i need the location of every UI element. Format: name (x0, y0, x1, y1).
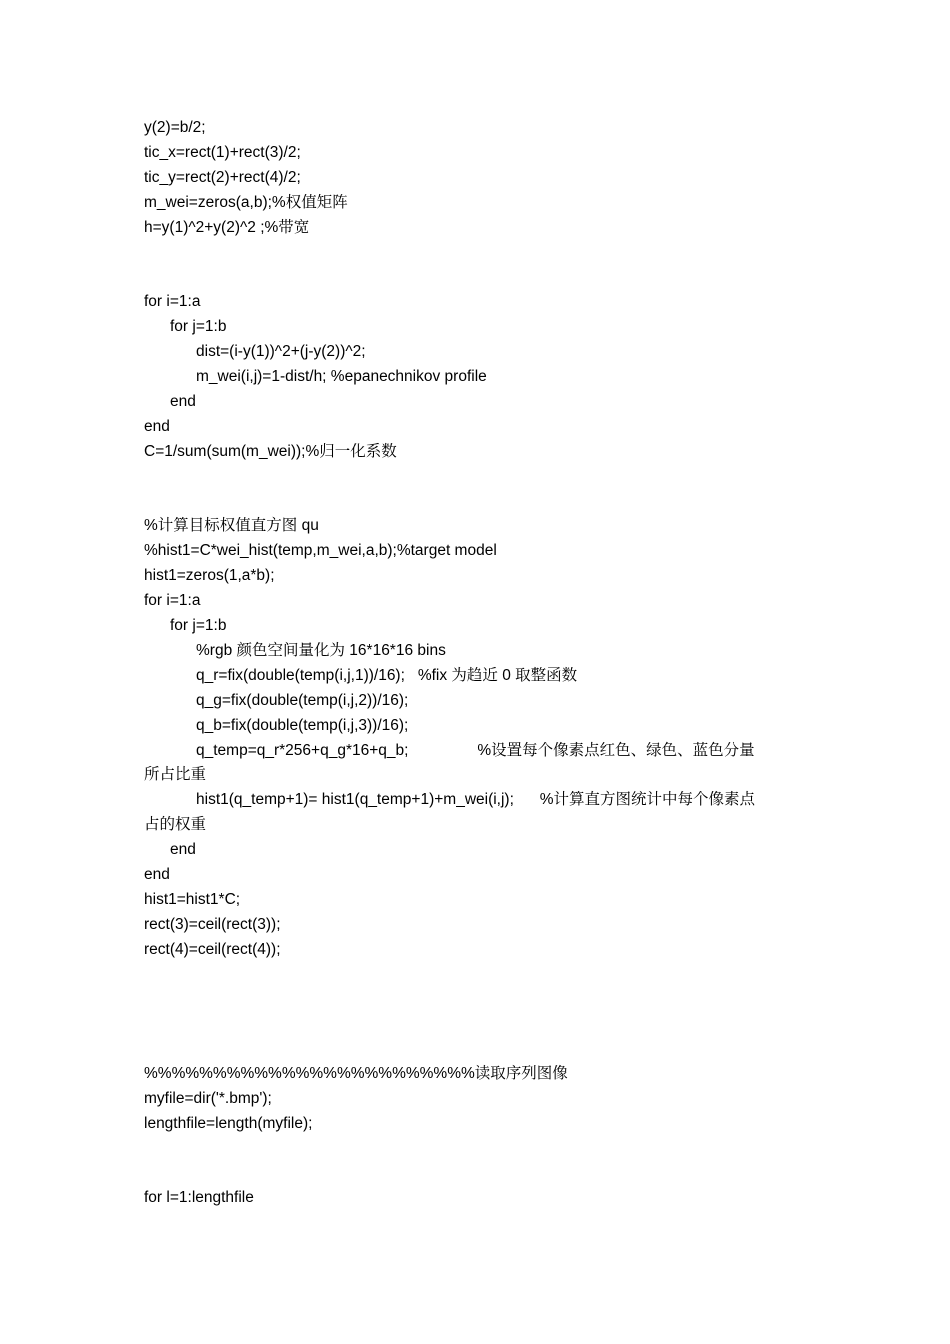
code-line: for j=1:b (170, 617, 227, 634)
code-line: %hist1=C*wei_hist(temp,m_wei,a,b);%target model (144, 542, 497, 559)
code-line: rect(3)=ceil(rect(3)); (144, 916, 281, 933)
code-line: h=y(1)^2+y(2)^2 ;%带宽 (144, 219, 310, 236)
code-line: dist=(i-y(1))^2+(j-y(2))^2; (196, 343, 366, 360)
code-line: C=1/sum(sum(m_wei));%归一化系数 (144, 443, 397, 460)
code-line: for i=1:a (144, 592, 201, 609)
code-line: %rgb 颜色空间量化为 16*16*16 bins (196, 642, 446, 659)
code-line: hist1=hist1*C; (144, 891, 241, 908)
code-line: for i=1:a (144, 293, 201, 310)
code-line: hist1=zeros(1,a*b); (144, 567, 275, 584)
code-line: y(2)=b/2; (144, 119, 206, 136)
code-line: %%%%%%%%%%%%%%%%%%%%%%%%读取序列图像 (144, 1065, 568, 1082)
code-line: q_g=fix(double(temp(i,j,2))/16); (196, 692, 409, 709)
code-line: %计算目标权值直方图 qu (144, 517, 319, 534)
code-line: for j=1:b (170, 318, 227, 335)
code-line: rect(4)=ceil(rect(4)); (144, 941, 281, 958)
code-line: tic_y=rect(2)+rect(4)/2; (144, 169, 301, 186)
code-line: hist1(q_temp+1)= hist1(q_temp+1)+m_wei(i,j); %计算直方图统计中每个像素点 (196, 791, 756, 808)
code-line: tic_x=rect(1)+rect(3)/2; (144, 144, 301, 161)
code-line: myfile=dir('*.bmp'); (144, 1090, 272, 1107)
code-line: q_b=fix(double(temp(i,j,3))/16); (196, 717, 409, 734)
code-line: 所占比重 (144, 766, 207, 783)
code-line: q_temp=q_r*256+q_g*16+q_b; %设置每个像素点红色、绿色、蓝色分量 (196, 742, 755, 759)
code-line: end (144, 418, 170, 435)
code-line: end (170, 393, 196, 410)
code-line: 占的权重 (144, 816, 207, 833)
code-line: end (170, 841, 196, 858)
code-line: m_wei=zeros(a,b);%权值矩阵 (144, 194, 348, 211)
code-line: q_r=fix(double(temp(i,j,1))/16); %fix 为趋近 0 取整函数 (196, 667, 578, 684)
code-line: for l=1:lengthfile (144, 1189, 254, 1206)
code-line: lengthfile=length(myfile); (144, 1115, 313, 1132)
code-line: m_wei(i,j)=1-dist/h; %epanechnikov profile (196, 368, 487, 385)
code-line: end (144, 866, 170, 883)
